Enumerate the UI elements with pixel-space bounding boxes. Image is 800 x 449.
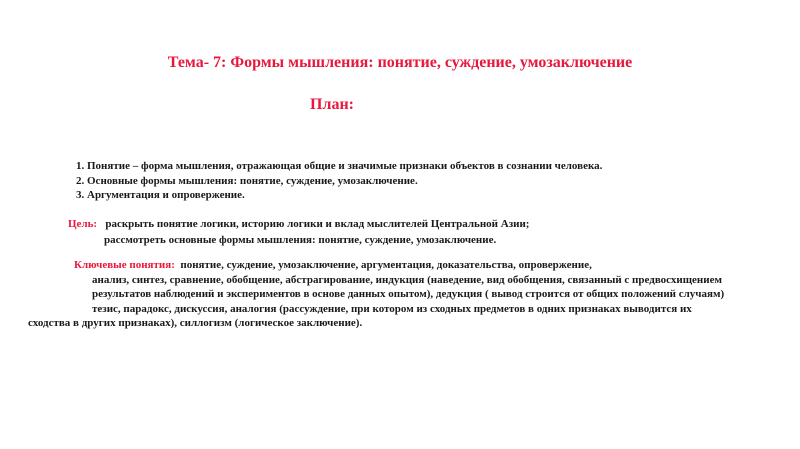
plan-list: [76, 159, 602, 203]
key-concepts-line-2: анализ, синтез, сравнение, обобщение, абстрагирование, индукция (наведение, вид обобщения, связанный с предвосхищением: [92, 273, 722, 286]
key-concepts-label: Ключевые понятия:: [74, 259, 175, 271]
key-concepts-section: [28, 258, 788, 331]
slide-title: Тема- 7: Формы мышления: понятие, суждение, умозаключение: [167, 54, 633, 71]
goal-label: Цель:: [68, 218, 98, 230]
key-concepts-line-4: тезис, парадокс, дискуссия, аналогия (рассуждение, при котором из сходных предметов в одних признаках выводится их: [92, 302, 692, 315]
goal-section: [68, 216, 529, 248]
plan-item-3: 3. Аргументация и опровержение.: [76, 189, 245, 201]
plan-item-1: 1. Понятие – форма мышления, отражающая общие и значимые признаки объектов в сознании человека.: [76, 160, 603, 172]
goal-text-line-2: рассмотреть основные формы мышления: понятие, суждение, умозаключение.: [104, 234, 497, 246]
plan-heading: План:: [310, 96, 354, 113]
key-concepts-line-5: сходства в других признаках), силлогизм (логическое заключение).: [28, 317, 363, 329]
key-concepts-line-1: понятие, суждение, умозаключение, аргументация, доказательства, опровержение,: [180, 259, 592, 271]
plan-item-2: 2. Основные формы мышления: понятие, суждение, умозаключение.: [76, 174, 418, 187]
key-concepts-line-3: результатов наблюдений и экспериментов в основе данных опытом), дедукция ( вывод строится от общих положений случаям): [92, 288, 725, 300]
goal-text-line-1: раскрыть понятие логики, историю логики и вклад мыслителей Центральной Азии;: [105, 218, 530, 230]
